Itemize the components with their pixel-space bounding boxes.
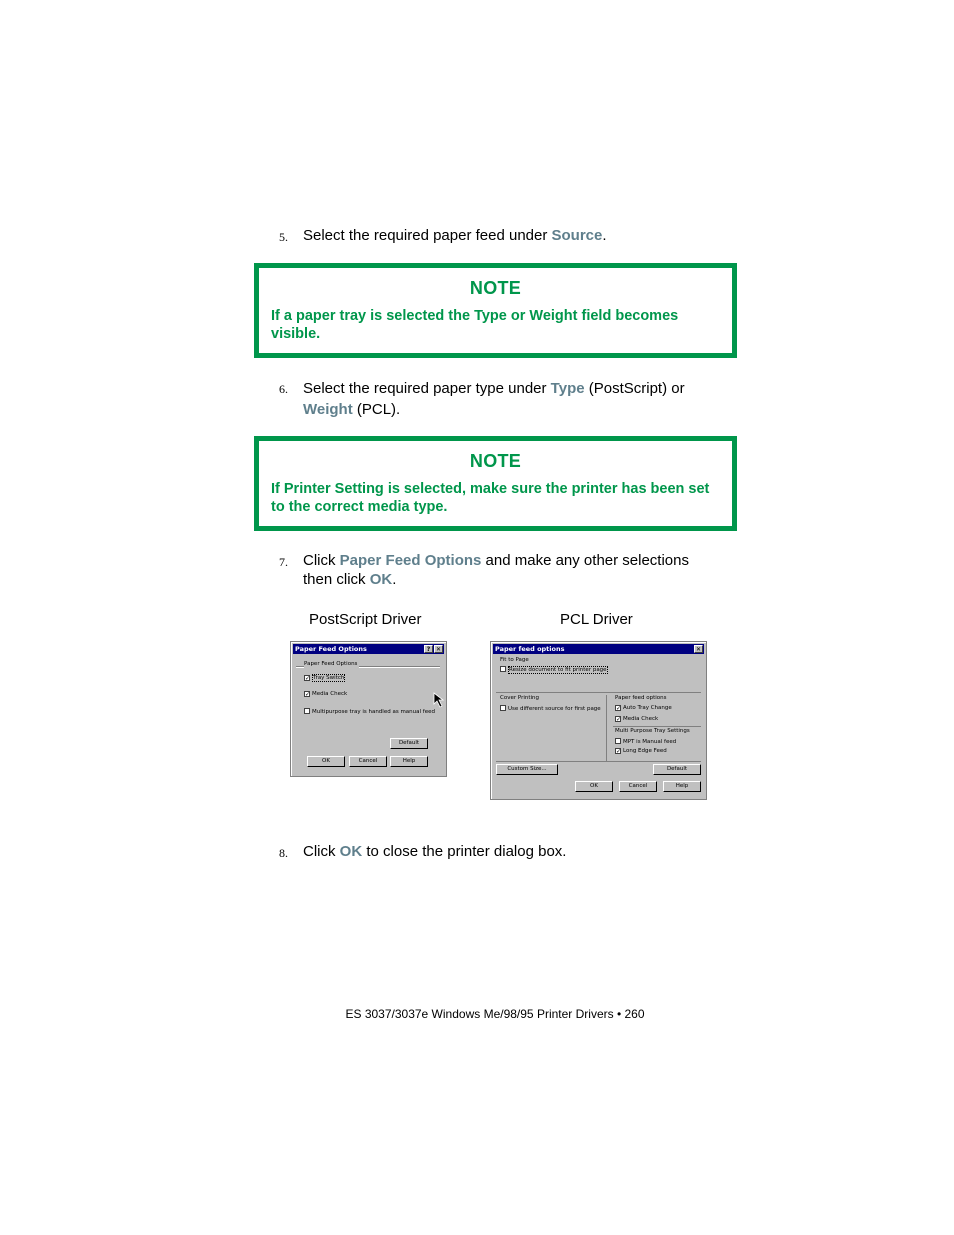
dialog-title: Paper feed options	[495, 645, 565, 653]
auto-tray-change-checkbox[interactable]: ✓ Auto Tray Change	[616, 705, 672, 712]
checkbox-box[interactable]	[500, 705, 506, 711]
mouse-cursor-icon	[433, 692, 445, 708]
checkbox-box[interactable]: ✓	[616, 716, 622, 723]
step-number: 8.	[279, 846, 288, 860]
page-footer: ES 3037/3037e Windows Me/98/95 Printer Drivers • 260	[345, 1007, 645, 1021]
fit-to-page-group-label: Fit to Page	[500, 657, 529, 663]
dialog-titlebar	[293, 644, 444, 654]
step-number: 6.	[279, 382, 288, 396]
feed-options-group-label: Paper feed options	[615, 695, 667, 701]
checkbox-box[interactable]: ✓	[305, 675, 311, 682]
divider	[606, 695, 607, 761]
custom-size-button[interactable]: Custom Size...	[496, 764, 558, 775]
ok-button[interactable]: OK	[575, 781, 613, 792]
checkbox-box[interactable]: ✓	[616, 705, 622, 712]
checkbox-box[interactable]: ✓	[616, 748, 622, 755]
note-body: If a paper tray is selected the Type or Weight field becomes visible.	[271, 308, 679, 342]
divider	[496, 692, 701, 693]
dialog-title: Paper Feed Options	[295, 645, 367, 653]
postscript-paper-feed-dialog	[290, 641, 447, 777]
tray-switch-checkbox[interactable]: ✓ Tray Switch	[305, 675, 345, 682]
step-text: Click Paper Feed Options and make any other selections then click OK.	[303, 552, 689, 588]
default-button[interactable]: Default	[390, 738, 428, 749]
note-title: NOTE	[469, 278, 522, 298]
mp-tray-group-label: Multi Purpose Tray Settings	[615, 728, 690, 734]
pcl-paper-feed-dialog	[490, 641, 707, 800]
keyword-weight: Weight	[303, 401, 353, 418]
cancel-button[interactable]: Cancel	[619, 781, 657, 792]
note-box	[254, 263, 737, 358]
long-edge-feed-checkbox[interactable]: ✓ Long Edge Feed	[616, 748, 667, 755]
default-button[interactable]: Default	[653, 764, 701, 775]
step-text: Click OK to close the printer dialog box.	[303, 843, 567, 860]
cover-printing-group-label: Cover Printing	[500, 695, 540, 701]
close-icon[interactable]: ✕	[435, 646, 442, 653]
pcl-caption: PCL Driver	[560, 611, 633, 628]
keyword-type: Type	[550, 380, 585, 397]
ok-button[interactable]: OK	[307, 756, 345, 767]
checkbox-box[interactable]	[500, 666, 506, 672]
media-check-checkbox[interactable]: ✓ Media Check	[616, 716, 659, 723]
mpt-manual-feed-checkbox[interactable]: MPT is Manual feed	[615, 738, 676, 746]
dialog-titlebar	[493, 644, 704, 654]
divider	[613, 726, 701, 727]
cover-printing-checkbox[interactable]: Use different source for first page	[500, 705, 601, 713]
keyword-ok: OK	[369, 571, 393, 588]
step-text: Select the required paper feed under Source.	[303, 227, 607, 244]
step-text: Select the required paper type under Type (PostScript) or Weight (PCL).	[303, 380, 685, 418]
checkbox-box[interactable]	[304, 708, 310, 714]
step-number: 7.	[279, 555, 288, 569]
note-box	[254, 436, 737, 531]
checkbox-box[interactable]	[615, 738, 621, 744]
help-button[interactable]: Help	[663, 781, 701, 792]
step-number: 5.	[279, 230, 288, 244]
close-icon[interactable]: ✕	[695, 646, 702, 653]
checkbox-box[interactable]: ✓	[305, 691, 311, 698]
note-body: If Printer Setting is selected, make sure the printer has been set to the correct media type.	[271, 481, 710, 515]
media-check-checkbox[interactable]: ✓ Media Check	[305, 691, 348, 698]
note-title: NOTE	[469, 451, 522, 471]
help-button[interactable]: Help	[390, 756, 428, 767]
postscript-caption: PostScript Driver	[309, 611, 422, 628]
keyword-ok: OK	[339, 843, 363, 860]
multipurpose-manual-checkbox[interactable]: Multipurpose tray is handled as manual feed	[304, 708, 435, 716]
group-label: Paper Feed Options	[304, 661, 358, 667]
keyword-source: Source	[551, 227, 603, 244]
divider	[496, 761, 701, 762]
help-icon[interactable]: ?	[424, 645, 433, 653]
keyword-paper-feed-options: Paper Feed Options	[339, 552, 482, 569]
fit-to-page-checkbox[interactable]: Resize document to fit printer page	[500, 666, 608, 674]
cancel-button[interactable]: Cancel	[349, 756, 387, 767]
